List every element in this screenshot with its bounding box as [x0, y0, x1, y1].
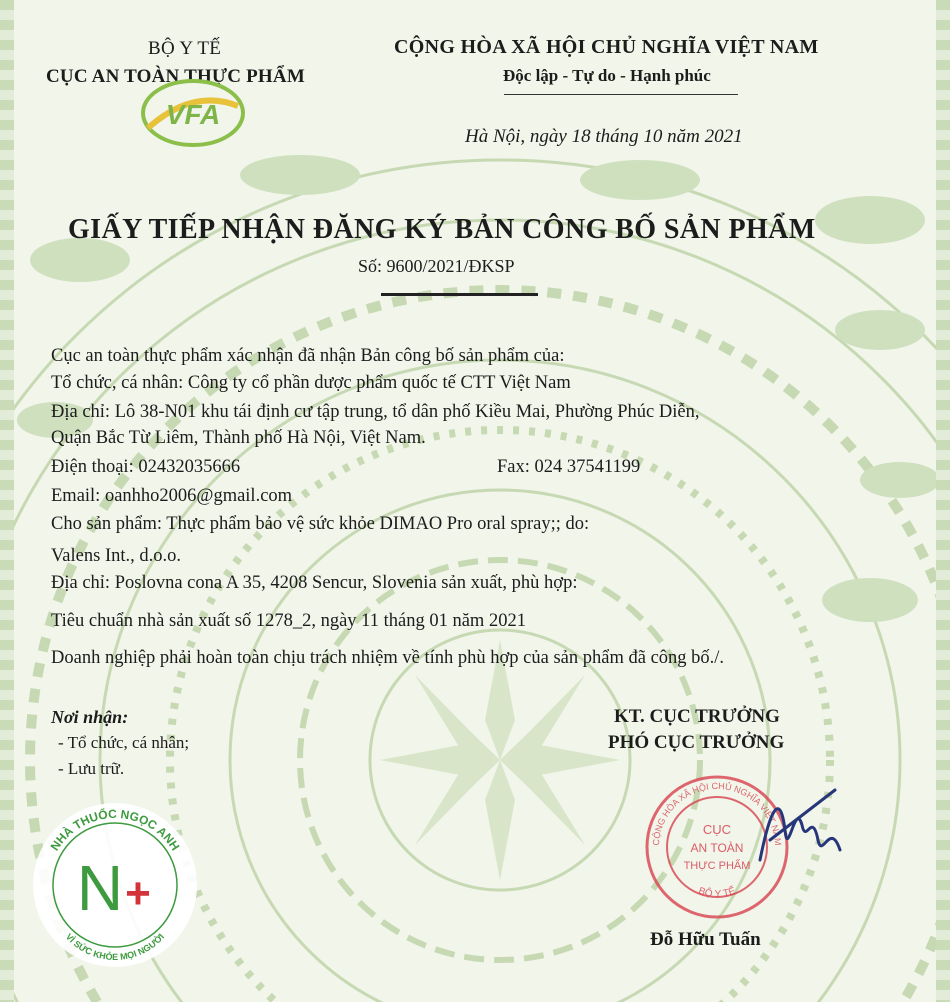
- motto-underline: [504, 94, 738, 95]
- pharmacy-watermark-logo: [30, 800, 200, 970]
- left-border-pattern: [0, 0, 14, 1002]
- svg-text:BỘ Y TẾ: BỘ Y TẾ: [696, 885, 738, 901]
- svg-text:CỘNG HÒA XÃ HỘI CHỦ NGHĨA VIỆT: CỘNG HÒA XÃ HỘI CHỦ NGHĨA VIỆT NAM: [650, 780, 784, 846]
- standard-line: Tiêu chuẩn nhà sản xuất số 1278_2, ngày 11 tháng 01 năm 2021: [51, 611, 526, 631]
- handwritten-signature: [740, 770, 860, 890]
- organization-line: Tổ chức, cá nhân: Công ty cổ phần dược phẩm quốc tế CTT Việt Nam: [51, 373, 571, 393]
- recipient-item: - Tổ chức, cá nhân;: [58, 733, 190, 752]
- body-intro: Cục an toàn thực phẩm xác nhận đã nhận Bản công bố sản phẩm của:: [51, 346, 565, 366]
- address-line-1: Địa chỉ: Lô 38-N01 khu tái định cư tập trung, tổ dân phố Kiều Mai, Phường Phúc Diễn,: [51, 402, 700, 422]
- signer-name: Đỗ Hữu Tuấn: [650, 929, 761, 950]
- svg-text:VFA: VFA: [165, 99, 221, 130]
- fax-line: Fax: 024 37541199: [497, 457, 641, 477]
- address-line-2: Quận Bắc Từ Liêm, Thành phố Hà Nội, Việt Nam.: [51, 428, 426, 448]
- agency-name: CỤC AN TOÀN THỰC PHẨM: [46, 66, 305, 87]
- issue-date: Hà Nội, ngày 18 tháng 10 năm 2021: [465, 126, 743, 147]
- right-border-pattern: [936, 0, 950, 1002]
- nation-title: CỘNG HÒA XÃ HỘI CHỦ NGHĨA VIỆT NAM: [394, 36, 819, 58]
- national-motto: Độc lập - Tự do - Hạnh phúc: [503, 66, 711, 85]
- svg-text:NHÀ THUỐC NGỌC ANH: NHÀ THUỐC NGỌC ANH: [47, 806, 183, 854]
- title-rule: [381, 293, 538, 296]
- manufacturer-line: Valens Int., d.o.o.: [51, 546, 181, 566]
- email-line: Email: oanhho2006@gmail.com: [51, 486, 293, 506]
- document-title: GIẤY TIẾP NHẬN ĐĂNG KÝ BẢN CÔNG BỐ SẢN PHẨM: [68, 214, 816, 245]
- svg-text:N: N: [76, 852, 124, 924]
- signature-title-2: PHÓ CỤC TRƯỞNG: [608, 732, 785, 753]
- svg-text:CỤC: CỤC: [702, 822, 732, 837]
- ministry-name: BỘ Y TẾ: [148, 38, 222, 59]
- recipients-title: Nơi nhận:: [51, 707, 129, 727]
- svg-text:+: +: [125, 869, 151, 918]
- vfa-logo: [138, 78, 248, 148]
- svg-text:THỰC PHẨM: THỰC PHẨM: [683, 860, 751, 872]
- phone-line: Điện thoại: 02432035666: [51, 457, 241, 477]
- svg-text:VÌ SỨC KHỎE MỌI NGƯỜI: VÌ SỨC KHỎE MỌI NGƯỜI: [63, 931, 167, 963]
- responsibility-line: Doanh nghiệp phải hoàn toàn chịu trách nhiệm về tính phù hợp của sản phẩm đã công bố./.: [51, 648, 725, 668]
- document-number: Số: 9600/2021/ĐKSP: [358, 256, 515, 276]
- signature-title-1: KT. CỤC TRƯỞNG: [614, 706, 780, 727]
- manufacturer-address-line: Địa chỉ: Poslovna cona A 35, 4208 Sencur, Slovenia sản xuất, phù hợp:: [51, 573, 578, 593]
- recipient-item: - Lưu trữ.: [58, 759, 125, 778]
- product-line: Cho sản phẩm: Thực phẩm bảo vệ sức khỏe DIMAO Pro oral spray;; do:: [51, 514, 590, 534]
- svg-text:AN TOÀN: AN TOÀN: [690, 841, 744, 855]
